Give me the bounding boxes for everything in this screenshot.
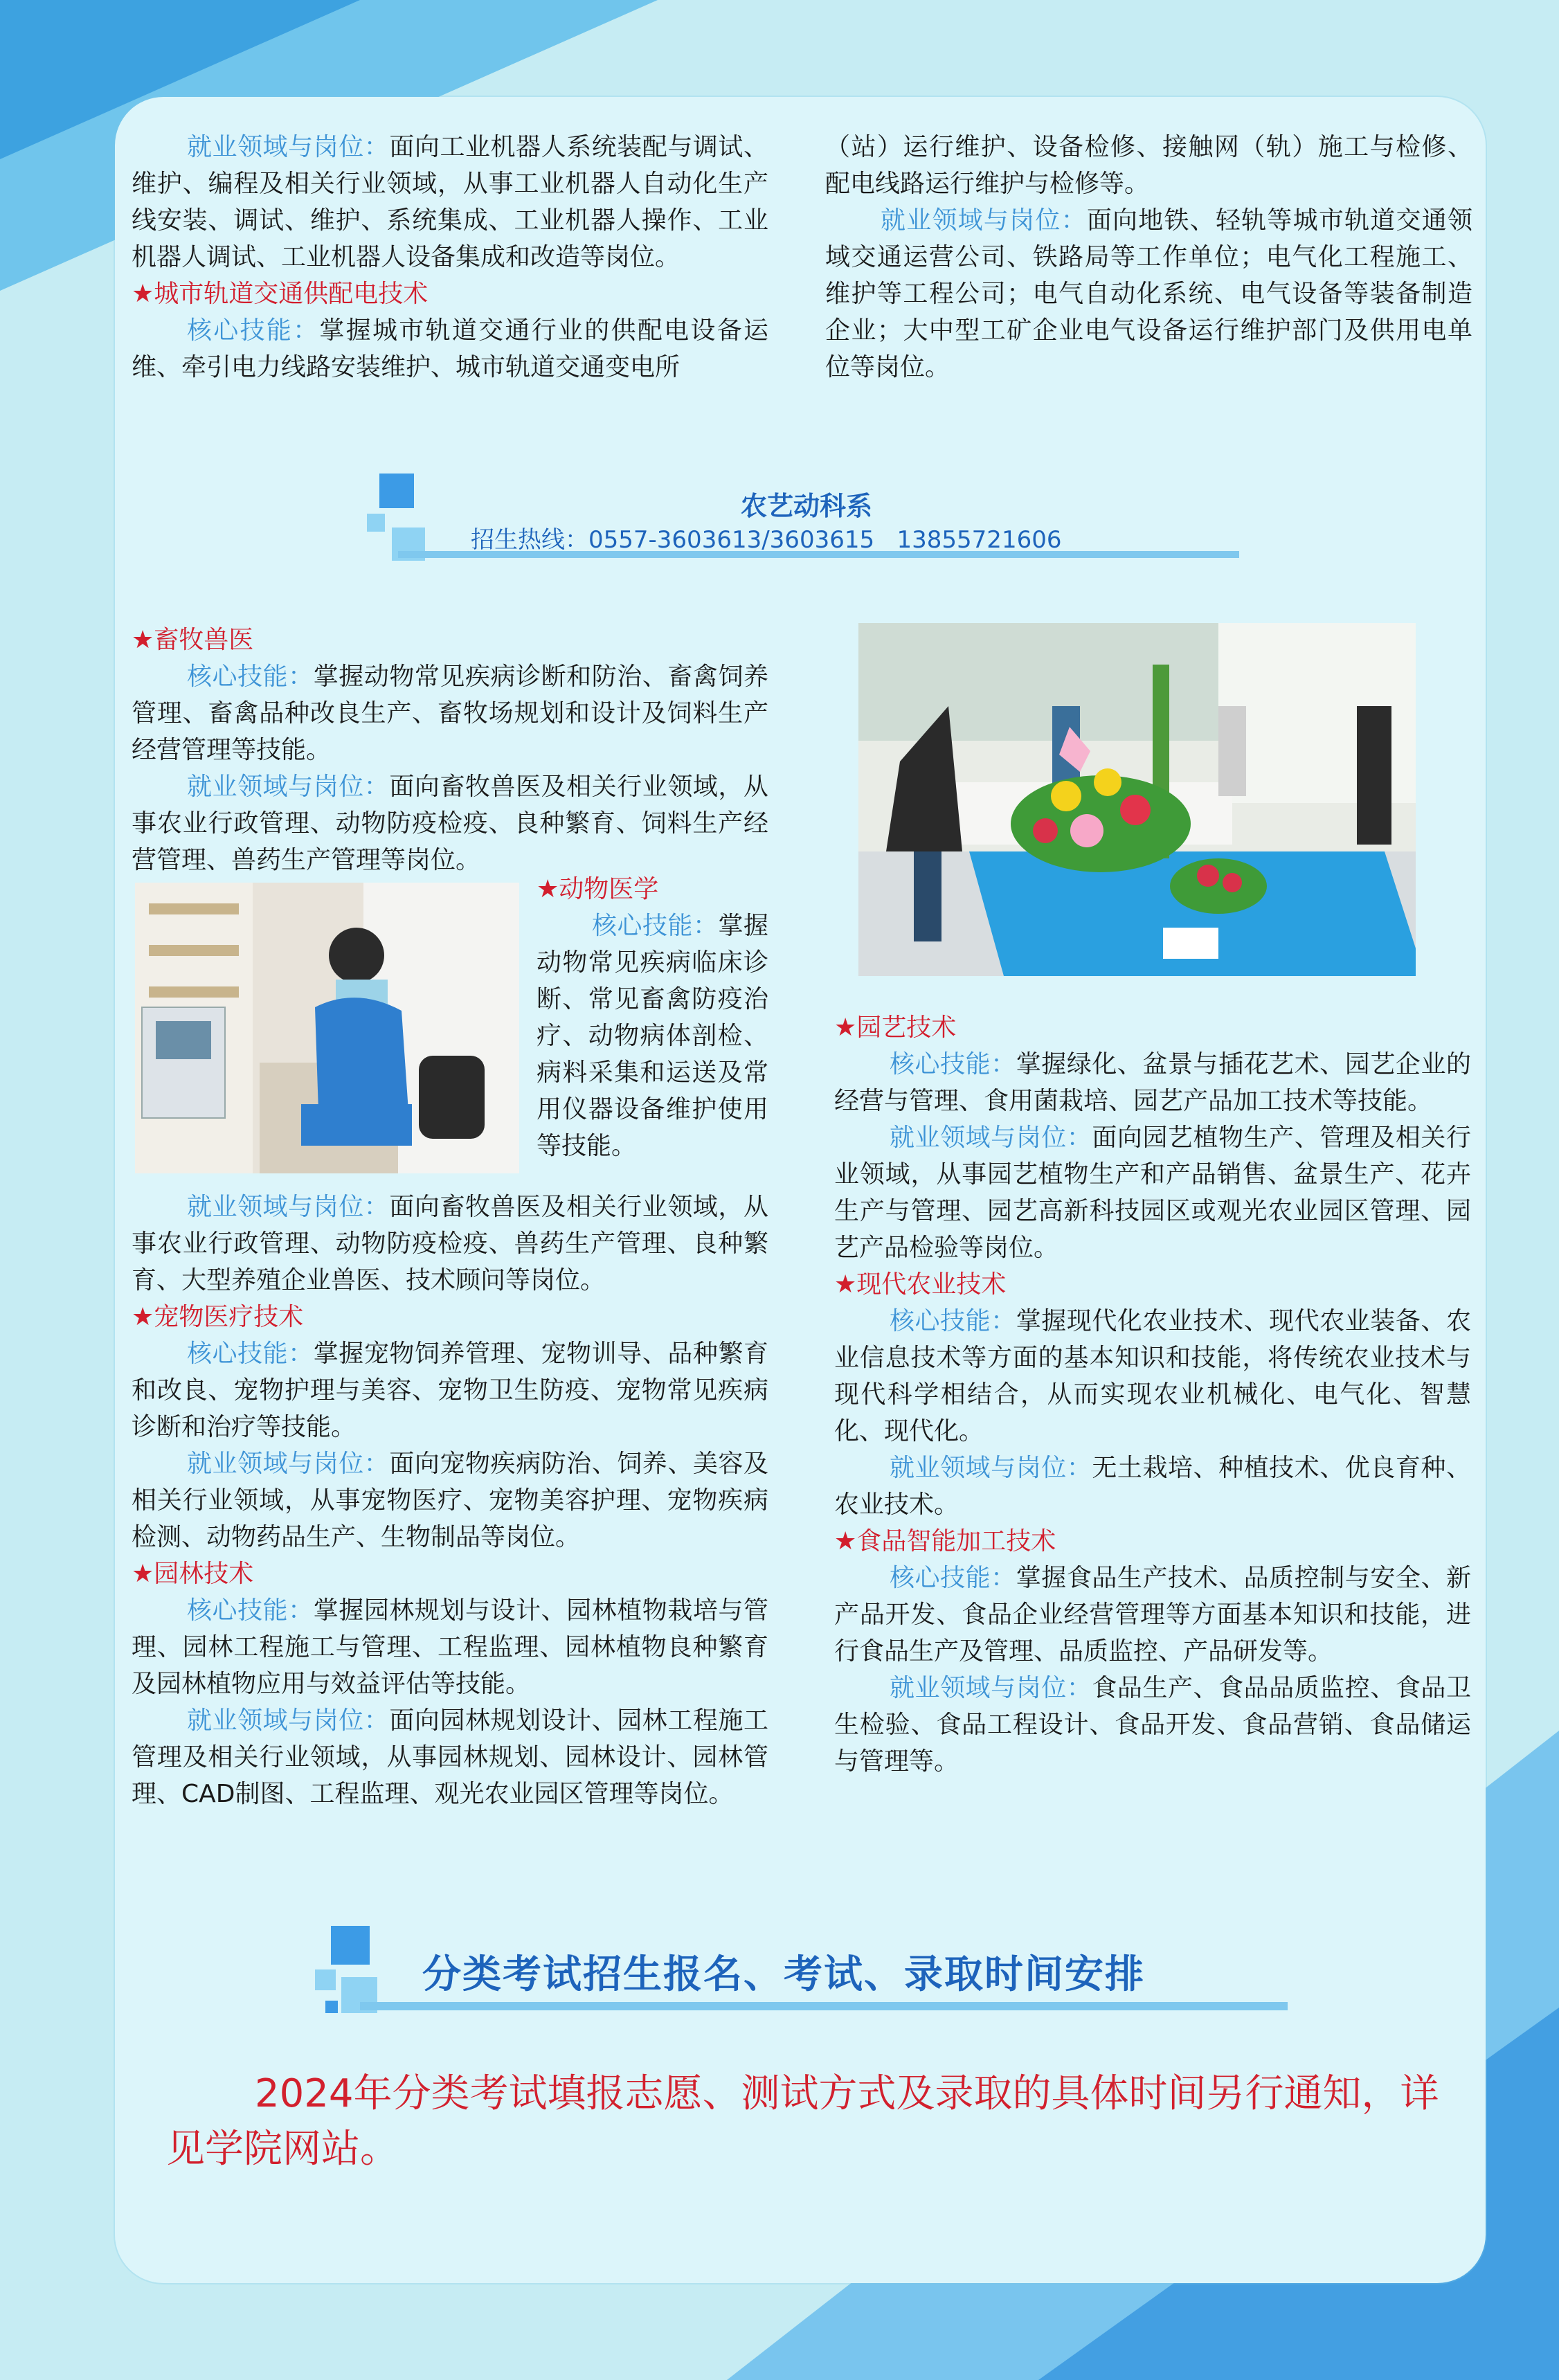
modern-agriculture-jobs bbox=[834, 1450, 1471, 1523]
food-processing-core bbox=[834, 1560, 1471, 1670]
deco-square-tiny bbox=[325, 2001, 338, 2013]
jobs-label: 就业领域与岗位： bbox=[890, 1124, 1092, 1152]
core-text: 掌握食品生产技术、品质控制与安全、新产品开发、食品企业经营管理等方面基本知识和技能，进行食品生产及管理、品质监控、产品研发等。 bbox=[834, 1564, 1471, 1666]
section-title-food-processing: ★食品智能加工技术 bbox=[834, 1527, 1056, 1556]
core-text: 掌握动物常见疾病临床诊断、常见畜禽防疫治疗、动物病体剖检、病料采集和运送及常用仪器设备维护使用等技能。 bbox=[537, 912, 768, 1160]
schedule-underline bbox=[360, 2002, 1288, 2010]
horticulture-core bbox=[834, 1046, 1471, 1119]
core-text: 掌握城市轨道交通行业的供配电设备运维、牵引电力线路安装维护、城市轨道交通变电所 bbox=[132, 316, 768, 381]
jobs-text: 面向畜牧兽医及相关行业领域，从事农业行政管理、动物防疫检疫、兽药生产管理、良种繁育、大型养殖企业兽医、技术顾问等岗位。 bbox=[132, 1193, 768, 1295]
animal-medicine-section bbox=[537, 871, 768, 1164]
deco-square-small bbox=[315, 1969, 336, 1990]
deco-square-large bbox=[379, 474, 414, 508]
core-label: 核心技能： bbox=[890, 1307, 1016, 1335]
jobs-text: 面向畜牧兽医及相关行业领域，从事农业行政管理、动物防疫检疫、良种繁育、饲料生产经营管理、兽药生产管理等岗位。 bbox=[132, 773, 768, 874]
section-title-rail-power: ★城市轨道交通供配电技术 bbox=[132, 280, 429, 308]
jobs-label: 就业领域与岗位： bbox=[881, 206, 1087, 235]
deco-square-large bbox=[331, 1926, 370, 1965]
jobs-text: 无土栽培、种植技术、优良育种、农业技术。 bbox=[834, 1454, 1471, 1519]
jobs-label: 就业领域与岗位： bbox=[187, 1193, 390, 1221]
schedule-notice: 2024年分类考试填报志愿、测试方式及录取的具体时间另行通知，详见学院网站。 bbox=[166, 2071, 1439, 2172]
core-label: 核心技能： bbox=[890, 1050, 1016, 1079]
jobs-label: 就业领域与岗位： bbox=[187, 133, 390, 161]
pet-medical-core bbox=[132, 1335, 768, 1445]
section-title-animal-medicine: ★动物医学 bbox=[537, 875, 659, 903]
animal-husbandry-jobs bbox=[132, 768, 768, 878]
rail-power-jobs-paragraph bbox=[825, 202, 1472, 386]
jobs-label: 就业领域与岗位： bbox=[187, 1450, 390, 1478]
lab-photo bbox=[135, 883, 519, 1173]
robot-jobs-paragraph bbox=[132, 129, 768, 276]
horticulture-jobs bbox=[834, 1119, 1471, 1266]
deco-square-small bbox=[367, 514, 385, 532]
core-label: 核心技能： bbox=[890, 1564, 1016, 1592]
flower-exhibition-photo bbox=[858, 623, 1416, 976]
rail-power-core-paragraph bbox=[132, 312, 768, 386]
jobs-text: 食品生产、食品品质监控、食品卫生检验、食品工程设计、食品开发、食品营销、食品储运与管理等。 bbox=[834, 1674, 1471, 1776]
core-text: 掌握动物常见疾病诊断和防治、畜禽饲养管理、畜禽品种改良生产、畜牧场规划和设计及饲料生产经营管理等技能。 bbox=[132, 662, 768, 764]
jobs-label: 就业领域与岗位： bbox=[890, 1674, 1092, 1702]
core-label: 核心技能： bbox=[187, 1340, 314, 1368]
core-text: 掌握现代化农业技术、现代农业装备、农业信息技术等方面的基本知识和技能，将传统农业技术与现代科学相结合，从而实现农业机械化、电气化、智慧化、现代化。 bbox=[834, 1307, 1471, 1445]
jobs-text: 面向宠物疾病防治、饲养、美容及相关行业领域，从事宠物医疗、宠物美容护理、宠物疾病检测、动物药品生产、生物制品等岗位。 bbox=[132, 1450, 768, 1551]
modern-agriculture-core bbox=[834, 1303, 1471, 1450]
core-label: 核心技能： bbox=[592, 912, 719, 940]
section-title-pet-medical: ★宠物医疗技术 bbox=[132, 1303, 304, 1331]
section-title-modern-agriculture: ★现代农业技术 bbox=[834, 1270, 1007, 1299]
section-title-landscape: ★园林技术 bbox=[132, 1560, 254, 1588]
jobs-label: 就业领域与岗位： bbox=[890, 1454, 1092, 1482]
jobs-text: 面向园艺植物生产、管理及相关行业领域，从事园艺植物生产和产品销售、盆景生产、花卉生产与管理、园艺高新科技园区或观光农业园区管理、园艺产品检验等岗位。 bbox=[834, 1124, 1471, 1262]
dept-hotline bbox=[471, 521, 1061, 555]
dept-title: 农艺动科系 bbox=[741, 491, 873, 521]
left-column-sections-lower bbox=[132, 1189, 768, 1812]
flower-photo-illustration bbox=[858, 623, 1416, 976]
jobs-text: 面向园林规划设计、园林工程施工管理及相关行业领域，从事园林规划、园林设计、园林管理、CAD制图、工程监理、观光农业园区管理等岗位。 bbox=[132, 1706, 768, 1808]
lab-photo-illustration bbox=[135, 883, 519, 1173]
food-processing-jobs bbox=[834, 1670, 1471, 1780]
top-right-column bbox=[825, 129, 1472, 386]
core-label: 核心技能： bbox=[187, 316, 320, 345]
right-column-sections bbox=[834, 1009, 1471, 1780]
hotline-numbers: 0557-3603613/3603615 13855721606 bbox=[588, 526, 1062, 554]
hotline-label: 招生热线： bbox=[471, 526, 588, 554]
core-label: 核心技能： bbox=[187, 662, 314, 691]
core-text: 掌握园林规划与设计、园林植物栽培与管理、园林工程施工与管理、工程监理、园林植物良种繁育及园林植物应用与效益评估等技能。 bbox=[132, 1596, 768, 1698]
animal-medicine-jobs bbox=[132, 1189, 768, 1299]
jobs-text: 面向工业机器人系统装配与调试、维护、编程及相关行业领域，从事工业机器人自动化生产线安装、调试、维护、系统集成、工业机器人操作、工业机器人调试、工业机器人设备集成和改造等岗位。 bbox=[132, 133, 768, 271]
section-title-animal-husbandry: ★畜牧兽医 bbox=[132, 626, 254, 654]
rail-power-core-continued: （站）运行维护、设备检修、接触网（轨）施工与检修、配电线路运行维护与检修等。 bbox=[825, 133, 1472, 198]
animal-medicine-core bbox=[537, 908, 768, 1164]
landscape-core bbox=[132, 1592, 768, 1702]
schedule-title: 分类考试招生报名、考试、录取时间安排 bbox=[422, 1952, 1145, 1997]
animal-husbandry-core bbox=[132, 658, 768, 768]
landscape-jobs bbox=[132, 1702, 768, 1812]
left-column-sections bbox=[132, 622, 768, 878]
jobs-label: 就业领域与岗位： bbox=[187, 1706, 390, 1735]
core-label: 核心技能： bbox=[187, 1596, 314, 1625]
top-left-column bbox=[132, 129, 768, 386]
section-title-horticulture: ★园艺技术 bbox=[834, 1013, 957, 1042]
pet-medical-jobs bbox=[132, 1445, 768, 1556]
jobs-label: 就业领域与岗位： bbox=[187, 773, 390, 801]
core-text: 掌握绿化、盆景与插花艺术、园艺企业的经营与管理、食用菌栽培、园艺产品加工技术等技能。 bbox=[834, 1050, 1471, 1115]
jobs-text: 面向地铁、轻轨等城市轨道交通领域交通运营公司、铁路局等工作单位；电气化工程施工、维护等工程公司；电气自动化系统、电气设备等装备制造企业；大中型工矿企业电气设备运行维护部门及供用电单位等岗位。 bbox=[825, 206, 1472, 381]
core-text: 掌握宠物饲养管理、宠物训导、品种繁育和改良、宠物护理与美容、宠物卫生防疫、宠物常见疾病诊断和治疗等技能。 bbox=[132, 1340, 768, 1441]
